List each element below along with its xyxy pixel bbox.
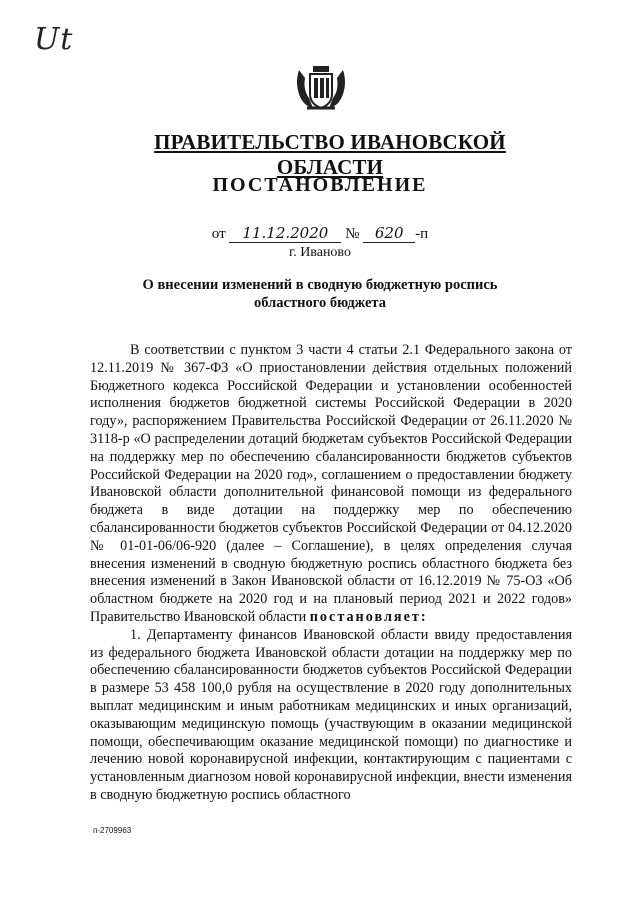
preamble-text: В соответствии с пунктом 3 части 4 статьи 2.1 Федерального закона от 12.11.2019 № 367-ФЗ «О приостановлении действия отдельных положений Бюджетного кодекса Российской Федерации и установлении особенностей исполнения бюджетов бюджетной системы Российской Федерации в 2020 году», распоряжением Правительства Российской Федерации от 26.11.2020 № 3118-р «О распределении дотаций бюджетам субъектов Российской Федерации на поддержку мер по обеспечению сбалансированности бюджетов субъектов Российской Федерации на 2020 год», соглашением о предоставлении бюджету Ивановской области дополнительной финансовой помощи из федерального бюджета в виде дотации на поддержку мер по обеспечению сбалансированности бюджетов субъектов Российской Федерации от 04.12.2020 № 01-01-06/06-920 (далее – Соглашение), в целях определения случая внесения изменений в сводную бюджетную роспись областного бюджета без внесения изменений в Закон Ивановской области от 16.12.2019 № 75-ОЗ «Об областном бюджете на 2020 год и на плановый период 2021 и 2022 годов» Правительство Ивановской области — [90, 342, 572, 625]
decree-word: постановляет: — [309, 608, 428, 625]
document-subject — [120, 276, 520, 312]
footer-code: п-2709963 — [93, 826, 132, 835]
dateline — [150, 224, 490, 243]
coat-of-arms-icon — [293, 60, 349, 112]
paragraph-1: 1. Департаменту финансов Ивановской области ввиду предоставления из федерального бюджета Ивановской области дотации на поддержку мер по обеспечению сбалансированности бюджетов субъектов Российской Федерации в размере 53 458 100,0 рубля на осуществление в 2020 году дополнительных выплат медицинским и иным работникам медицинских и иных организаций, оказывающим медицинскую помощь (участвующим в оказании медицинской помощи, обеспечивающим оказание медицинской помощи) по диагностике и лечению новой коронавирусной инфекции, контактирующим с пациентами с установленным диагнозом новой коронавирусной инфекции, внести изменения в сводную бюджетную роспись областного — [90, 626, 572, 803]
government-name: ПРАВИТЕЛЬСТВО ИВАНОВСКОЙ ОБЛАСТИ — [154, 130, 506, 179]
subject-line-1: О внесении изменений в сводную бюджетную роспись — [142, 277, 498, 293]
number-suffix: -п — [415, 226, 429, 242]
number-label: № — [345, 226, 360, 242]
document-date: 11.12.2020 — [229, 224, 341, 243]
date-label: от — [211, 226, 226, 242]
city: г. Иваново — [289, 245, 351, 260]
document-number: 620 — [363, 224, 415, 243]
document-body — [90, 342, 572, 805]
paragraph-preamble — [90, 342, 572, 627]
document-type: ПОСТАНОВЛЕНИЕ — [212, 174, 428, 196]
subject-line-2: областного бюджета — [254, 295, 386, 311]
handwritten-mark: Ut — [34, 22, 74, 57]
